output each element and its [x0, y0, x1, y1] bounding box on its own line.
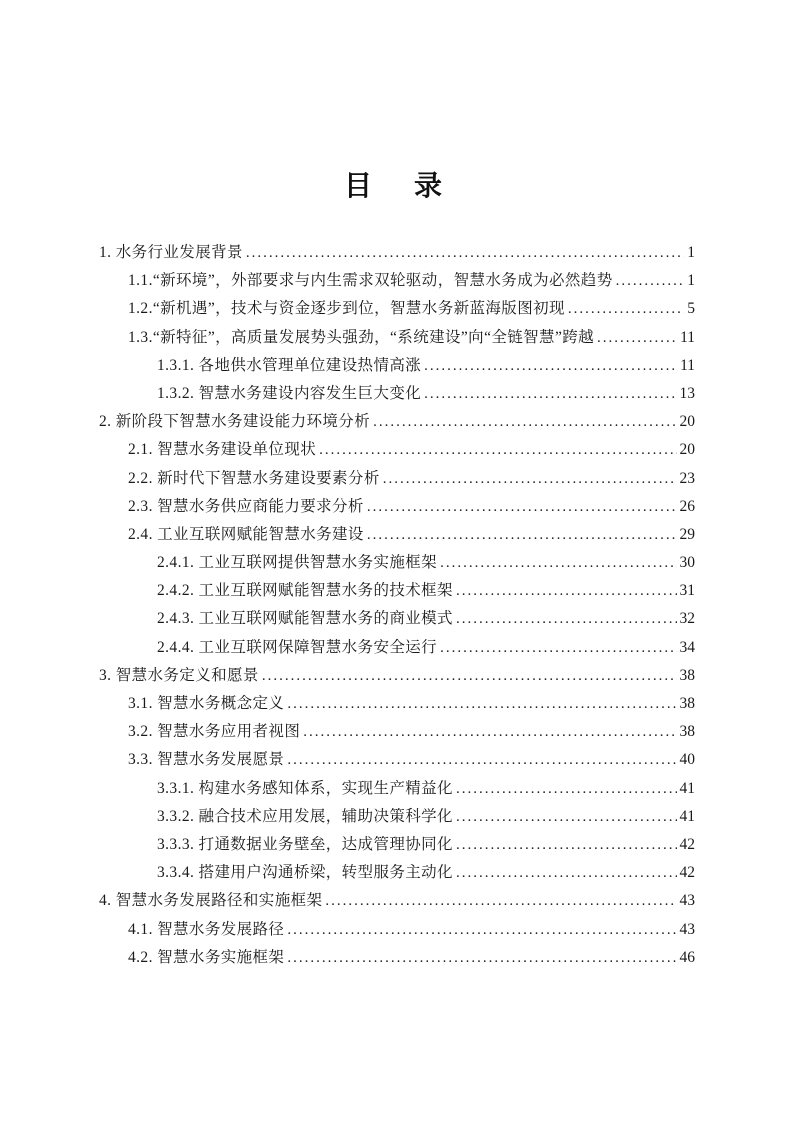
toc-entry-label: 2.3. 智慧水务供应商能力要求分析 [128, 497, 364, 515]
leader-dots [456, 577, 677, 605]
toc-page-number: 11 [680, 356, 695, 374]
toc-entry[interactable] [99, 436, 695, 464]
leader-dots [456, 803, 677, 831]
toc-entry-label: 2.4.1. 工业互联网提供智慧水务实施框架 [157, 554, 438, 572]
toc-entry-label: 1.3.1. 各地供水管理单位建设热情高涨 [157, 356, 422, 374]
toc-page-number: 20 [679, 413, 695, 431]
toc-entry[interactable] [99, 465, 695, 493]
toc-page-number: 42 [679, 864, 695, 882]
leader-dots [367, 493, 677, 521]
toc-page-number: 42 [679, 835, 695, 853]
toc-entry[interactable] [99, 549, 695, 577]
leader-dots [287, 916, 676, 944]
toc-entry-label: 2.4. 工业互联网赋能智慧水务建设 [128, 525, 364, 543]
leader-dots [424, 352, 677, 380]
toc-entry-label: 2.4.4. 工业互联网保障智慧水务安全运行 [157, 638, 438, 656]
toc-entry-label: 3.1. 智慧水务概念定义 [128, 695, 285, 712]
toc-entry-label: 1.3.2. 智慧水务建设内容发生巨大变化 [157, 384, 422, 402]
toc-entry[interactable] [99, 267, 695, 295]
toc-entry[interactable] [99, 380, 695, 408]
toc-entry[interactable] [99, 605, 695, 633]
toc-page-number: 1 [687, 244, 695, 261]
toc-page-number: 31 [679, 582, 695, 600]
toc-entry[interactable] [99, 577, 695, 605]
toc-entry[interactable] [99, 944, 695, 972]
toc-entry[interactable] [99, 916, 695, 944]
toc-entry-label: 1.3.“新特征”，高质量发展势头强劲，“系统建设”向“全链智慧”跨越 [128, 328, 595, 346]
toc-entry-label: 3.3. 智慧水务发展愿景 [128, 751, 285, 769]
toc-entry-label: 3.3.1. 构建水务感知体系，实现生产精益化 [157, 779, 453, 797]
leader-dots [383, 465, 677, 493]
toc-entry[interactable] [99, 324, 695, 352]
leader-dots [424, 380, 676, 408]
toc-entry-label: 2.1. 智慧水务建设单位现状 [128, 441, 317, 459]
toc-entry-label: 1.2.“新机遇”，技术与资金逐步到位，智慧水务新蓝海版图初现 [128, 300, 565, 318]
page-title: 目 录 [343, 171, 449, 202]
toc-page-number: 23 [679, 469, 695, 487]
leader-dots [616, 267, 685, 295]
leader-dots [303, 718, 676, 746]
toc-page-number: 41 [679, 779, 695, 797]
toc-page-number: 40 [679, 751, 695, 769]
toc-entry-label: 3. 智慧水务定义和愿景 [99, 666, 259, 684]
leader-dots [440, 549, 676, 577]
leader-dots [456, 831, 677, 859]
leader-dots [597, 324, 677, 352]
toc-entry-label: 4.1. 智慧水务发展路径 [128, 920, 285, 938]
toc-list [99, 239, 695, 972]
toc-entry[interactable] [99, 746, 695, 774]
toc-entry-label: 2.4.3. 工业互联网赋能智慧水务的商业模式 [157, 610, 453, 628]
toc-entry[interactable] [99, 887, 695, 915]
toc-page-number: 46 [679, 948, 695, 966]
toc-entry-label: 1. 水务行业发展背景 [99, 244, 243, 261]
leader-dots [456, 775, 677, 803]
toc-entry-label: 2. 新阶段下智慧水务建设能力环境分析 [99, 413, 371, 431]
toc-entry[interactable] [99, 239, 695, 267]
toc-entry[interactable] [99, 295, 695, 323]
leader-dots [456, 605, 677, 633]
toc-entry-label: 4.2. 智慧水务实施框架 [128, 948, 285, 966]
toc-entry[interactable] [99, 831, 695, 859]
leader-dots [287, 944, 676, 972]
toc-page-number: 32 [679, 610, 695, 628]
toc-page-number: 43 [679, 920, 695, 938]
toc-entry[interactable] [99, 718, 695, 746]
toc-entry[interactable] [99, 408, 695, 436]
toc-entry-label: 2.2. 新时代下智慧水务建设要素分析 [128, 469, 380, 487]
toc-page-number: 30 [679, 554, 695, 572]
toc-page-number: 5 [687, 300, 695, 318]
toc-page-number: 13 [679, 384, 695, 402]
toc-entry[interactable] [99, 803, 695, 831]
leader-dots [246, 239, 684, 267]
toc-page-number: 38 [679, 723, 695, 741]
leader-dots [287, 690, 676, 718]
toc-entry-label: 3.3.2. 融合技术应用发展，辅助决策科学化 [157, 807, 453, 825]
leader-dots [262, 662, 677, 690]
toc-entry-label: 3.3.4. 搭建用户沟通桥梁，转型服务主动化 [157, 864, 453, 882]
leader-dots [319, 436, 676, 464]
leader-dots [367, 521, 677, 549]
toc-entry[interactable] [99, 521, 695, 549]
toc-entry[interactable] [99, 352, 695, 380]
toc-entry-label: 4. 智慧水务发展路径和实施框架 [99, 892, 323, 910]
toc-entry-label: 1.1.“新环境”，外部要求与内生需求双轮驱动，智慧水务成为必然趋势 [128, 272, 613, 290]
toc-page-number: 20 [679, 441, 695, 459]
leader-dots [440, 634, 676, 662]
leader-dots [325, 887, 676, 915]
toc-page-number: 34 [679, 638, 695, 656]
toc-page-number: 1 [687, 272, 695, 290]
toc-entry[interactable] [99, 690, 695, 718]
leader-dots [568, 295, 684, 323]
toc-page-number: 38 [679, 666, 695, 684]
leader-dots [456, 859, 677, 887]
leader-dots [373, 408, 676, 436]
toc-entry-label: 3.2. 智慧水务应用者视图 [128, 723, 301, 741]
toc-page-number: 43 [679, 892, 695, 910]
toc-page-number: 11 [680, 328, 695, 346]
leader-dots [287, 746, 676, 774]
toc-page-number: 26 [679, 497, 695, 515]
toc-entry[interactable] [99, 775, 695, 803]
toc-entry-label: 3.3.3. 打通数据业务壁垒，达成管理协同化 [157, 835, 453, 853]
toc-entry[interactable] [99, 493, 695, 521]
toc-page-number: 29 [679, 525, 695, 543]
toc-page-number: 38 [679, 695, 695, 712]
toc-page-number: 41 [679, 807, 695, 825]
toc-entry[interactable] [99, 662, 695, 690]
toc-entry[interactable] [99, 859, 695, 887]
toc-entry-label: 2.4.2. 工业互联网赋能智慧水务的技术框架 [157, 582, 453, 600]
toc-entry[interactable] [99, 634, 695, 662]
